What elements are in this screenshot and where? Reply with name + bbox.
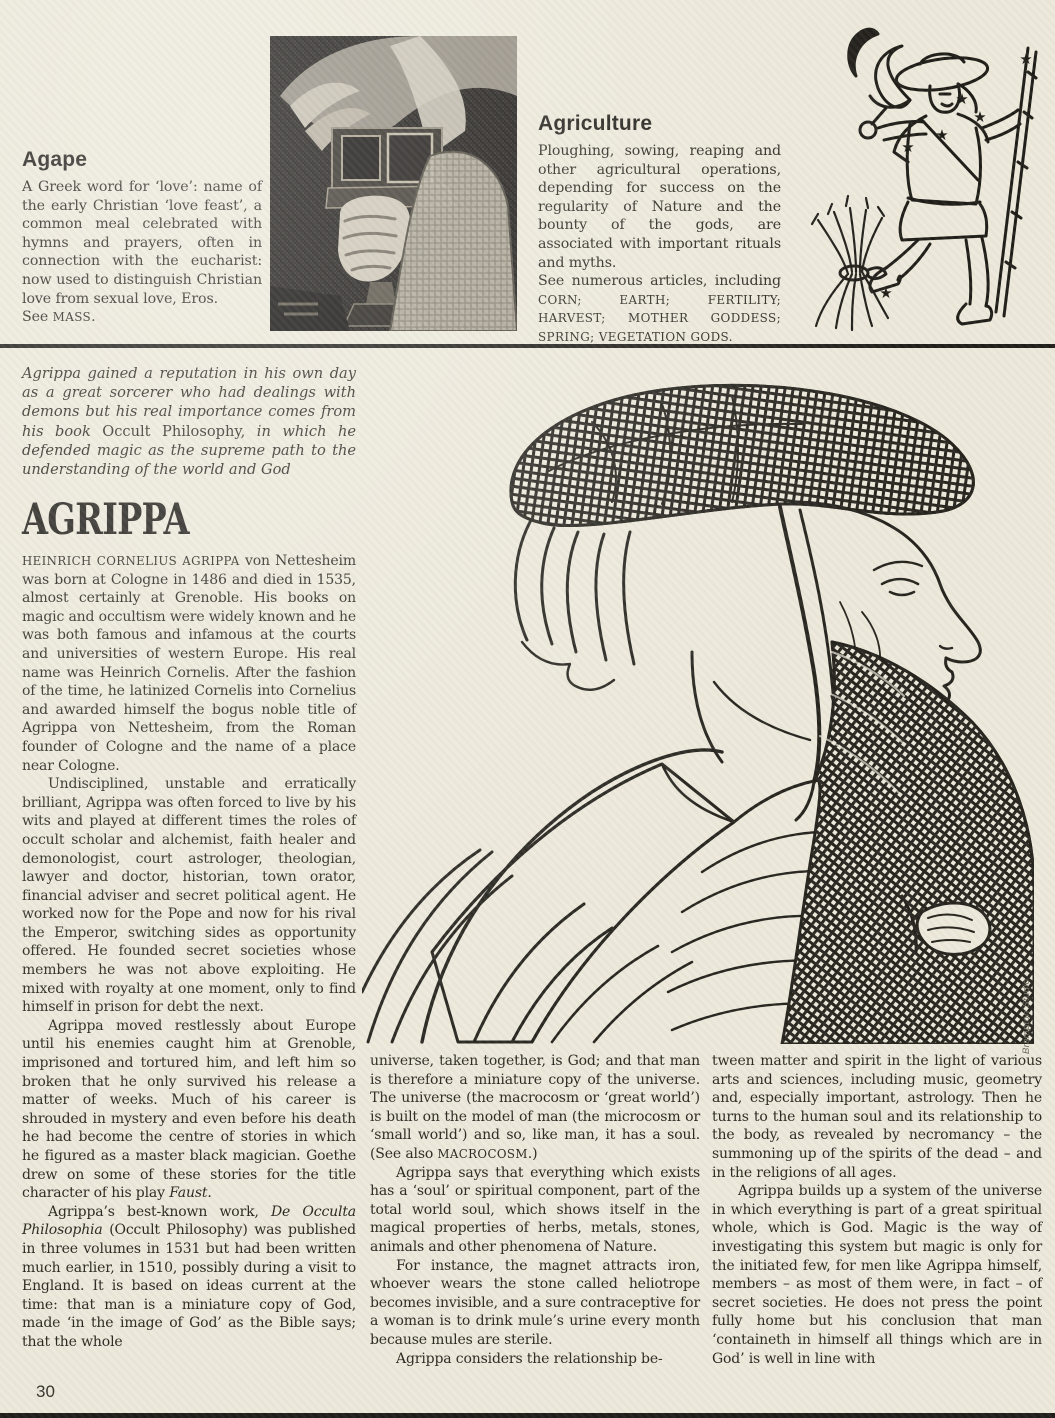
svg-text:★: ★ [1019, 50, 1033, 68]
paragraph: Agrippa builds up a system of the universe in which everything is part of a great spiritual whole, which is God. Magic is the way of investigating this system but magic is only for the initiated few, for men like Agrippa himself, members – as most of them were, in fact – of secret societies. He does not press the point fully home but his conclusion that man ‘containeth in himself all things which are in God’ is well in line with [712, 1183, 1042, 1367]
paragraph: Agrippa says that everything which exists has a ‘soul’ or spiritual component, part of the total world soul, which shows itself in the magical properties of herbs, metals, stones, animals and other phenomena of Nature. [370, 1164, 700, 1255]
agrippa-caption: Agrippa gained a reputation in his own day as a great sorcerer who had dealings with demons but his real importance comes from his book Occult Philosophy, in which he defended magic as the supreme path to the understanding of the world and God [22, 365, 356, 479]
section-divider-rule [0, 344, 1055, 348]
photo-credit: Brampton Studio [1021, 978, 1032, 1054]
article-middle-column [370, 1052, 700, 1368]
svg-text:★: ★ [901, 138, 915, 156]
paragraph: Agrippa’s best-known work, De Occulta Philosophia (Occult Philosophy) was published in three volumes in 1531 but had been written much earlier, in 1510, possibly during a visit to England. It is based on ideas current at the time: that man is a miniature copy of God, made ‘in the image of God’ as the Bible says; that the whole [22, 1203, 356, 1350]
svg-text:★: ★ [935, 126, 949, 144]
agape-title: Agape [22, 148, 88, 171]
book-title: Occult Philosophy, [102, 422, 246, 440]
cross-references: CORN; EARTH; FERTILITY; HARVEST; MOTHER GODDESS; SPRING; VEGETATION GODS. [538, 292, 781, 344]
harvest-figure-woodcut [790, 12, 1048, 334]
agriculture-see-reference: See numerous articles, including CORN; EARTH; FERTILITY; HARVEST; MOTHER GODDESS; SPRING; VEGETATION GODS. [538, 273, 781, 344]
agape-entry [22, 148, 262, 327]
article-title: AGRIPPA [22, 495, 189, 545]
bottom-edge-rule [0, 1413, 1055, 1418]
agriculture-body: Ploughing, sowing, reaping and other agricultural operations, depending for success on the regularity of Nature and the bounty of the gods, are associated with important rituals and myths. [538, 143, 781, 271]
cross-reference: MASS [52, 310, 92, 325]
svg-text:★: ★ [955, 90, 969, 108]
lead-small-caps: HEINRICH CORNELIUS AGRIPPA [22, 554, 240, 568]
article-right-column [712, 1052, 1042, 1368]
cross-reference: MACROCOSM [437, 1146, 528, 1161]
agrippa-portrait-art [362, 352, 1034, 1044]
chalice-photo [270, 36, 517, 331]
svg-text:★: ★ [879, 284, 893, 302]
work-title: De Occulta Philosophia [22, 1203, 356, 1239]
paragraph: tween matter and spirit in the light of various arts and sciences, including music, geometry and, especially important, astrology. Then he turns to the human soul and its relationship to the body, as revealed by necromancy – the summoning up of the spirits of the dead – and in the religions of all ages. [712, 1053, 1042, 1181]
paragraph: universe, taken together, is God; and that man is therefore a miniature copy of the universe. The universe (the macrocosm or ‘great world’) is built on the model of man (the microcosm or ‘small world’) and so, like man, it has a soul. (See also MACROCOSM.) [370, 1053, 700, 1162]
agape-see-reference: See MASS. [22, 309, 96, 326]
harvest-figure-art [790, 12, 1048, 334]
agrippa-portrait-woodcut [362, 352, 1034, 1044]
play-title: Faust. [169, 1185, 212, 1202]
paragraph: Undisciplined, unstable and erratically brilliant, Agrippa was often forced to live by his wits and played at different times the roles of occult scholar and alchemist, faith healer and demonologist, court astrologer, theologian, lawyer and doctor, historian, town orator, financial adviser and secret political agent. He worked now for the Pope and now for his rival the Emperor, switching sides as opportunity offered. He founded secret societies whose members he was not above exploiting. He mixed with royalty at one moment, only to find himself in prison for debt the next. [22, 776, 356, 1016]
svg-text:★: ★ [973, 108, 987, 126]
paragraph: HEINRICH CORNELIUS AGRIPPA von Nettesheim was born at Cologne in 1486 and died in 1535, almost certainly at Grenoble. His books on magic and occultism were widely known and he was both famous and infamous at the courts and universities of western Europe. His real name was Heinrich Cornelis. After the fashion of the time, he latinized Cornelis into Cornelius and awarded himself the bogus noble title of Agrippa von Nettesheim, from the Roman founder of Cologne and the name of a place near Cologne. [22, 553, 356, 774]
paragraph: For instance, the magnet attracts iron, whoever wears the stone called heliotrope becomes invisible, and a sure contraceptive for a woman is to drink mule’s urine every month because mules are sterile. [370, 1257, 700, 1348]
article-left-column [22, 552, 356, 1352]
page-number: 30 [36, 1382, 55, 1401]
paragraph: Agrippa considers the relationship be- [396, 1350, 663, 1367]
agriculture-title: Agriculture [538, 112, 653, 135]
chalice-photo-art [270, 36, 517, 331]
agriculture-entry [538, 112, 781, 347]
agape-body: A Greek word for ‘love’: name of the early Christian ‘love feast’, a common meal celebrated with hymns and prayers, often in connection with the eucharist: now used to distinguish Christian love from sexual love, Eros. [22, 179, 262, 307]
paragraph: Agrippa moved restlessly about Europe until his enemies caught him at Grenoble, imprisoned and tortured him, and left him so broken that he only survived his release a matter of weeks. Much of his career is shrouded in mystery and even before his death he had become the centre of stories in which he figured as a master black magician. Goethe drew on some of these stories for the title character of his play Faust. [22, 1017, 356, 1202]
